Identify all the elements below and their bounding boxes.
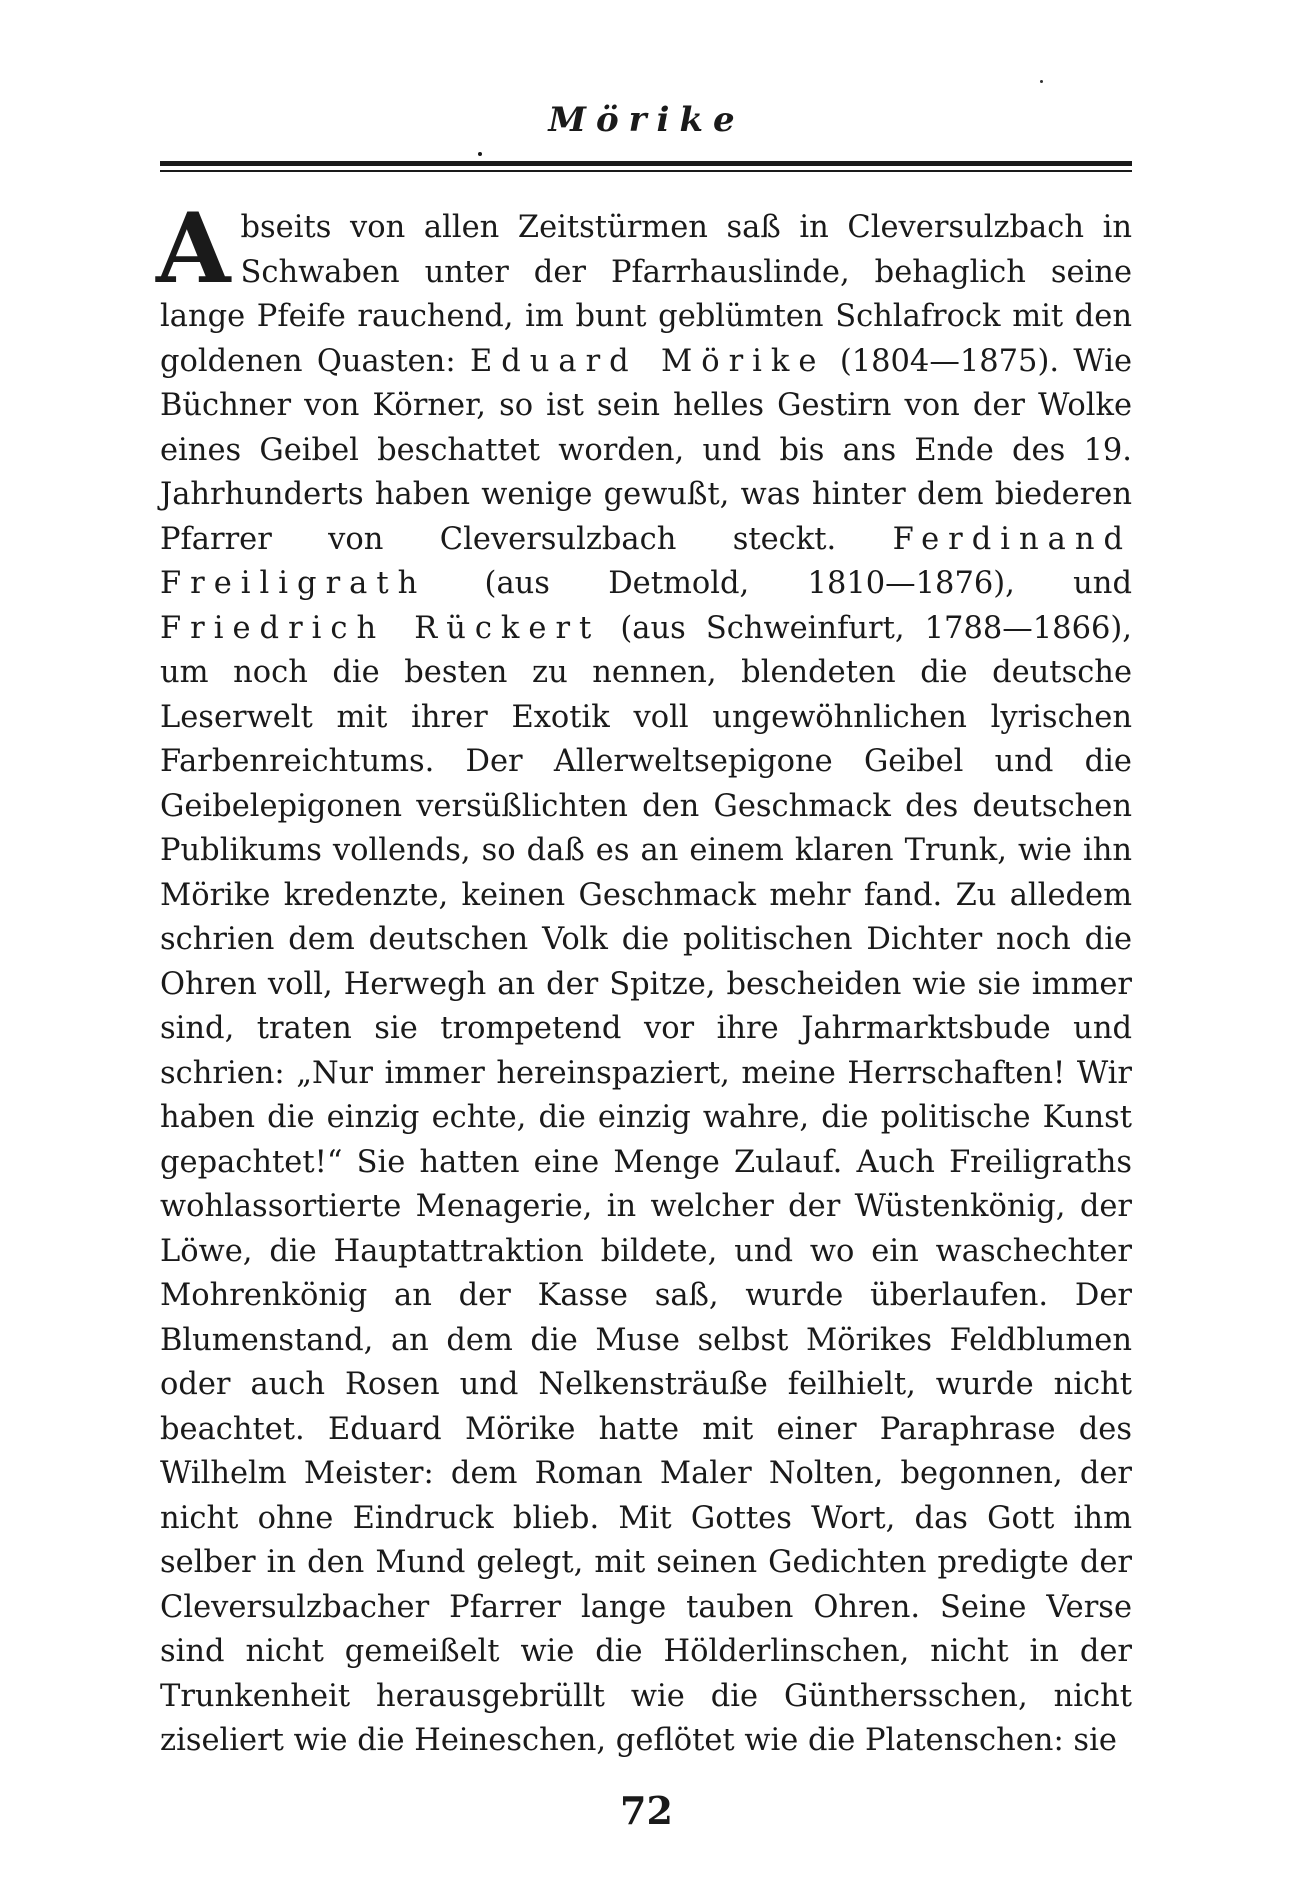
page-number: 72: [620, 1788, 673, 1833]
text-after-moerike: (1804—1875). Wie Büchner von Körner, so ist sein helles Gestirn von der Wolke eines Geibel beschattet worden, und bis ans Ende des 19. Jahrhunderts haben wenige gewußt, was hinter dem biederen Pfarrer von Cleversulzbach steckt.: [160, 343, 1132, 557]
spaced-name-moerike: Eduard Mörike: [469, 343, 826, 379]
header-rule-thin: [160, 170, 1132, 172]
text-after-freiligrath: (aus Detmold, 1810—1876), und: [484, 566, 1132, 601]
spaced-name-freiligrath: Ferdinand Freiligrath: [160, 521, 1132, 601]
header-rule-thick: [160, 161, 1132, 166]
opening-text: bseits von allen Zeitstürmen saß in Cleversulzbach in Schwaben unter der Pfarrhauslinde, behaglich seine lange Pfeife rauchend, im bunt geblümten Schlafrock mit den goldenen Quasten:: [160, 210, 1132, 379]
print-dot: [478, 152, 482, 156]
body-paragraph: [156, 192, 1132, 1764]
print-speck: [1040, 80, 1043, 83]
running-title: Mörike: [548, 100, 745, 140]
remainder-text: (aus Schweinfurt, 1788—1866), um noch die besten zu nennen, blendeten die deutsche Leserwelt mit ihrer Exotik voll ungewöhnlichen lyrischen Farbenreichtums. Der Allerweltsepigone Geibel und die Geibelepigonen versüßlichten den Geschmack des deutschen Publikums vollends, so daß es an einem klaren Trunk, wie ihn Mörike kredenzte, keinen Geschmack mehr fand. Zu alledem schrien dem deutschen Volk die politischen Dichter noch die Ohren voll, Herwegh an der Spitze, bescheiden wie sie immer sind, traten sie trompetend vor ihre Jahrmarktsbude und schrien: „Nur immer hereinspaziert, meine Herrschaften! Wir haben die einzig echte, die einzig wahre, die politische Kunst gepachtet!“ Sie hatten eine Menge Zulauf. Auch Freiligraths wohlassortierte Menagerie, in welcher der Wüstenkönig, der Löwe, die Hauptattraktion bildete, und wo ein waschechter Mohrenkönig an der Kasse saß, wurde überlaufen. Der Blumenstand, an dem die Muse selbst Mörikes Feldblumen oder auch Rosen und Nelkensträuße feilhielt, wurde nicht beachtet. Eduard Mörike hatte mit einer Paraphrase des Wilhelm Meister: dem Roman Maler Nolten, begonnen, der nicht ohne Eindruck blieb. Mit Gottes Wort, das Gott ihm selber in den Mund gelegt, mit seinen Gedichten predigte der Cleversulzbacher Pfarrer lange tauben Ohren. Seine Verse sind nicht gemeißelt wie die Hölderlinschen, nicht in der Trunkenheit herausgebrüllt wie die Günthersschen, nicht ziseliert wie die Heineschen, geflötet wie die Platenschen: sie: [160, 610, 1132, 1758]
drop-cap: A: [156, 192, 231, 305]
spaced-name-rueckert: Friedrich Rückert: [160, 610, 601, 646]
